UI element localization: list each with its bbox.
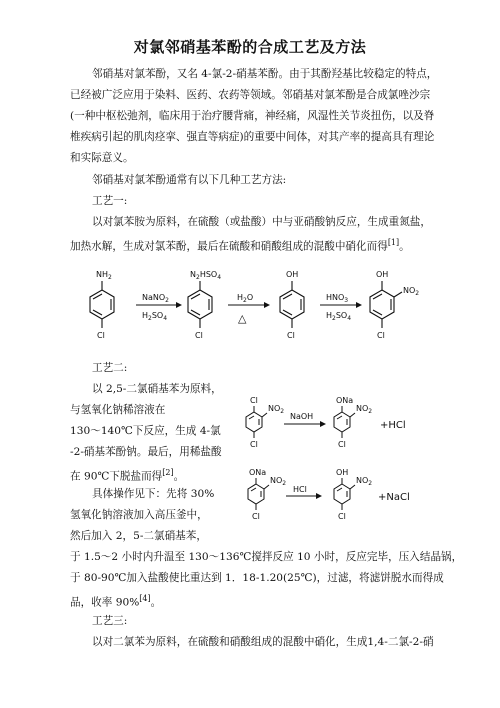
process1-line-2 (70, 233, 410, 257)
benzene-ring-8 (334, 484, 350, 504)
process3-line-1: 以对二氯苯为原料，在硫酸和硝酸组成的混酸中硝化，生成1,4-二氯-2-硝 (92, 636, 434, 648)
arrow1-reagent-top: NaNO$_2$ (142, 293, 169, 304)
process2-line-8: 然后加入 2，5-二氯硝基苯， (70, 530, 207, 542)
nacl-byproduct: +NaCl (378, 492, 410, 503)
cl-label-7: Cl (252, 512, 260, 521)
intro-line-2: 已经被广泛应用于染料、医药、农药等领域。邻硝基对氯苯酚是合成氯唑沙宗 (70, 89, 431, 101)
arrow1-reagent-bottom: $H_2SO_4$ (142, 311, 168, 322)
ona-label-1: ONa (336, 396, 354, 405)
benzene-ring-6 (334, 412, 350, 432)
process1-line-1: 以对氯苯胺为原料，在硫酸（或盐酸）中与亚硝酸钠反应，生成重氮盐， (92, 216, 431, 228)
process1-heading: 工艺一: (92, 195, 128, 207)
process2-line-4: -2-硝基苯酚钠。最后，用稀盐酸 (70, 446, 222, 458)
process2-line-1: 以 2,5-二氯硝基苯为原料， (92, 383, 222, 395)
process2-line-2: 与氢氧化钠稀溶液在 (70, 404, 166, 416)
intro-line-3: (一种中枢松弛剂，临床用于治疗腰背痛，神经痛，风湿性关节炎扭伤，以及脊 (70, 110, 435, 122)
process2-heading: 工艺二: (92, 362, 128, 374)
page-title: 对氯邻硝基苯酚的合成工艺及方法 (133, 38, 367, 56)
process2-line-5-end: 。 (173, 470, 185, 483)
reaction-scheme-2 (238, 392, 438, 532)
no2-label-4: $NO_2$ (403, 286, 420, 297)
cl-top-label: Cl (250, 396, 258, 405)
no2-label-7: $NO_2$ (270, 476, 287, 487)
cl-label-1: Cl (97, 331, 105, 340)
process1-line-2-text: 加热水解，生成对氯苯酚，最后在硫酸和硝酸组成的混酸中硝化而得 (70, 240, 388, 253)
process2-line-11-end: 。 (150, 596, 162, 609)
methods-intro: 邻硝基对氯苯酚通常有以下几种工艺方法: (92, 174, 287, 186)
cl-bottom-label: Cl (250, 440, 258, 449)
reaction-scheme-1 (62, 262, 446, 352)
nh2-label: $NH_2$ (96, 270, 112, 281)
citation-4: [4] (139, 594, 151, 603)
process2-line-9: 于 1.5～2 小时内升温至 130～136℃搅拌反应 10 小时，反应完毕，压入结晶锅， (70, 551, 463, 563)
hcl-byproduct: +HCl (380, 420, 406, 431)
arrow3-reagent-top: $HNO_3$ (326, 293, 349, 304)
intro-line-5: 和实际意义。 (70, 152, 134, 164)
hcl-reagent: HCl (293, 485, 307, 494)
process2-line-10: 于 80-90℃加入盐酸使比重达到 1．18-1.20(25℃)，过滤，将滤饼脱水而得成 (70, 572, 444, 584)
no2-label-5: $NO_2$ (268, 404, 285, 415)
no2-label-6: $NO_2$ (356, 404, 373, 415)
process2-line-3: 130～140℃下反应，生成 4-氯 (70, 425, 221, 437)
cl-label-8: Cl (338, 512, 346, 521)
arrow3-reagent-bottom: $H_2SO_4$ (326, 311, 352, 322)
benzene-ring-7 (248, 484, 264, 504)
process2-line-6: 具体操作见下：先将 30% (92, 488, 215, 500)
heat-symbol: △ (238, 312, 247, 325)
citation-1: [1] (387, 238, 400, 247)
process2-line-7: 氢氧化钠溶液加入高压釜中， (70, 509, 208, 521)
diazonium-label: $N_2HSO_4$ (190, 270, 222, 281)
arrow2-reagent-top: $H_2O$ (237, 293, 254, 304)
oh-label-8: OH (336, 468, 349, 477)
process3-heading: 工艺三: (92, 615, 128, 627)
oh-label-4: OH (376, 270, 389, 279)
oh-label-3: OH (286, 270, 299, 279)
process1-line-2-end: 。 (399, 240, 410, 253)
cl-label-2: Cl (195, 331, 203, 340)
naoh-reagent: NaOH (290, 412, 314, 421)
cl-label-6: Cl (338, 440, 346, 449)
no2-label-8: $NO_2$ (356, 476, 373, 487)
process2-line-5 (70, 463, 184, 487)
benzene-ring-5 (246, 412, 262, 432)
citation-2: [2] (162, 468, 174, 477)
process2-line-11 (70, 589, 161, 613)
process2-line-11-text: 品，收率 90% (70, 596, 140, 609)
intro-line-1: 邻硝基对氯苯酚，又名 4-氯-2-硝基苯酚。由于其酚羟基比较稳定的特点， (92, 68, 438, 80)
process2-line-5-text: 在 90℃下脱盐而得 (70, 470, 163, 483)
ona-label-2: ONa (249, 468, 267, 477)
cl-label-3: Cl (287, 331, 295, 340)
cl-label-4: Cl (377, 331, 385, 340)
intro-line-4: 椎疾病引起的肌肉痉挛、强直等病症)的重要中间体，对其产率的提高具有理论 (70, 131, 435, 143)
